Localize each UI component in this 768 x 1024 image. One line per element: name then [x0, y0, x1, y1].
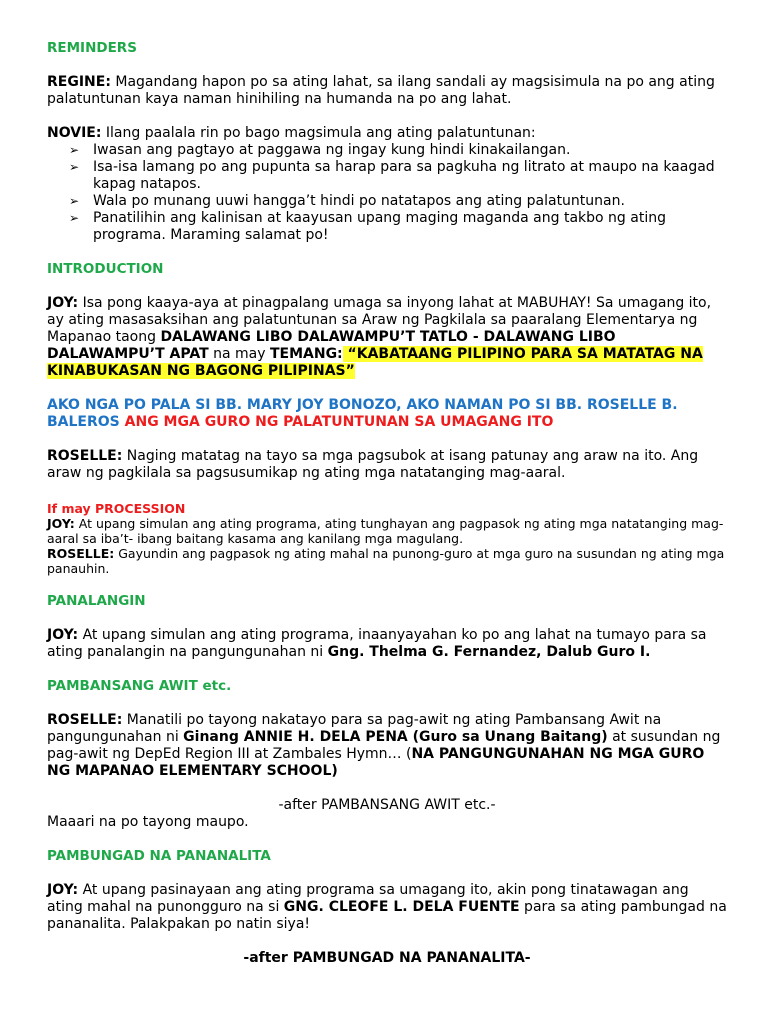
arrow-bullet-icon: ➢ — [69, 143, 80, 157]
hosts-paragraph — [47, 397, 727, 431]
joy-panalangin-paragraph: JOY: At upang simulan ang ating programa, inaanyayahan ko po ang lahat na tumayo para sa ating panalangin na pangungunahan ni Gng. Thelma G. Fernandez, Dalub Guro I. — [47, 627, 707, 660]
list-item: ➢ Iwasan ang pagtayo at paggawa ng ingay kung hindi kinakailangan. — [69, 142, 571, 158]
pambansang-awit-heading: PAMBANSANG AWIT etc. — [47, 678, 232, 694]
joy-pambungad-paragraph: JOY: At upang pasinayaan ang ating programa sa umagang ito, akin pong tinatawagan ang ating mahal na punongguro na si GNG. CLEOFE L. DELA FUENTE para sa ating pambungad na pananalita. Palakpakan po natin siya! — [47, 882, 727, 932]
list-item: ➢ Isa-isa lamang po ang pupunta sa harap para sa pagkuha ng litrato at maupo na kaagad kapag natapos. — [69, 159, 715, 192]
joy-procession-paragraph: JOY: At upang simulan ang ating programa, ating tunghayan ang pagpasok ng ating mga natatanging mag-aaral sa iba’t- ibang baitang kasama ang kanilang mga magulang. — [47, 516, 724, 546]
hosts-names: AKO NGA PO PALA SI BB. MARY JOY BONOZO, AKO NAMAN PO SI BB. ROSELLE B. BALEROS — [47, 397, 678, 430]
roselle-procession-paragraph: ROSELLE: Gayundin ang pagpasok ng ating mahal na punong-guro at mga guro na susundan ng ating mga panauhin. — [47, 546, 725, 576]
speaker-joy: JOY: — [47, 882, 79, 898]
speaker-novie: NOVIE: — [47, 125, 102, 141]
principal-name: GNG. CLEOFE L. DELA FUENTE — [283, 899, 520, 915]
prayer-leader: Gng. Thelma G. Fernandez, Dalub Guro I. — [327, 644, 651, 660]
after-pambungad-note: -after PAMBUNGAD NA PANANALITA- — [243, 950, 531, 966]
hymn-leaders: NA PANGUNGUNAHAN NG MGA GURO NG MAPANAO ELEMENTARY SCHOOL) — [47, 746, 705, 779]
introduction-heading: INTRODUCTION — [47, 261, 164, 277]
speaker-joy: JOY: — [47, 627, 79, 643]
regine-text: Magandang hapon po sa ating lahat, sa ilang sandali ay magsisimula na po ang ating palatuntunan kaya naman hinihiling na humanda na po ang lahat. — [47, 74, 715, 107]
roselle-intro-paragraph: ROSELLE: Naging matatag na tayo sa mga pagsubok at isang patunay ang araw na ito. Ang araw ng pagkilala sa pagsusumikap ng ating mga natatanging mag-aaral. — [47, 448, 699, 481]
hosts-role: ANG MGA GURO NG PALATUNTUNAN SA UMAGANG ITO — [119, 414, 554, 430]
speaker-joy: JOY: — [47, 295, 79, 311]
speaker-joy: JOY: — [47, 516, 75, 531]
speaker-roselle: ROSELLE: — [47, 712, 123, 728]
document-page — [47, 40, 727, 967]
joy-intro-paragraph: JOY: Isa pong kaaya-aya at pinagpalang umaga sa inyong lahat at MABUHAY! Sa umagang ito, ay ating masasaksihan ang palatuntunan sa Araw ng Pagkilala sa paaralang Elementarya ng Mapanao taong DALAWANG LIBO DALAWAMPU’T TATLO - DALAWANG LIBO DALAWAMPU’T APAT na may TEMANG: “KABATAANG PILIPINO PARA SA MATATAG NA KINABUKASAN NG BAGONG PILIPINAS” — [47, 295, 712, 379]
after-awit-note: -after PAMBANSANG AWIT etc.- — [278, 797, 496, 813]
arrow-bullet-icon: ➢ — [69, 194, 80, 208]
maupo-line: Maaari na po tayong maupo. — [47, 814, 249, 830]
list-item: ➢ Wala po munang uuwi hangga’t hindi po natatapos ang ating palatuntunan. — [69, 193, 625, 209]
novie-paragraph — [47, 125, 727, 142]
roselle-awit-paragraph: ROSELLE: Manatili po tayong nakatayo para sa pag-awit ng ating Pambansang Awit na pangungunahan ni Ginang ANNIE H. DELA PENA (Guro sa Unang Baitang) at susundan ng pag-awit ng DepEd Region III at Zambales Hymn… (NA PANGUNGUNAHAN NG MGA GURO NG MAPANAO ELEMENTARY SCHOOL) — [47, 712, 721, 779]
procession-heading: If may PROCESSION — [47, 501, 186, 516]
list-item: ➢ Panatilihin ang kalinisan at kaayusan upang maging maganda ang takbo ng ating programa. Maraming salamat po! — [69, 210, 666, 243]
panalangin-heading: PANALANGIN — [47, 593, 146, 609]
speaker-roselle: ROSELLE: — [47, 546, 115, 561]
reminders-heading: REMINDERS — [47, 40, 137, 56]
arrow-bullet-icon: ➢ — [69, 211, 80, 225]
speaker-regine: REGINE: — [47, 74, 111, 90]
anthem-leader: Ginang ANNIE H. DELA PENA (Guro sa Unang Baitang) — [183, 729, 608, 745]
school-year: DALAWANG LIBO DALAWAMPU’T TATLO - DALAWANG LIBO DALAWAMPU’T APAT — [47, 329, 616, 362]
pambungad-heading: PAMBUNGAD NA PANANALITA — [47, 848, 271, 864]
novie-text: Ilang paalala rin po bago magsimula ang ating palatuntunan: — [101, 125, 536, 141]
temang-label: TEMANG: — [269, 346, 343, 362]
regine-paragraph — [47, 74, 727, 108]
reminders-list — [47, 142, 727, 244]
speaker-roselle: ROSELLE: — [47, 448, 123, 464]
arrow-bullet-icon: ➢ — [69, 160, 80, 174]
theme-highlight: “KABATAANG PILIPINO PARA SA MATATAG NA KINABUKASAN NG BAGONG PILIPINAS” — [47, 346, 703, 379]
